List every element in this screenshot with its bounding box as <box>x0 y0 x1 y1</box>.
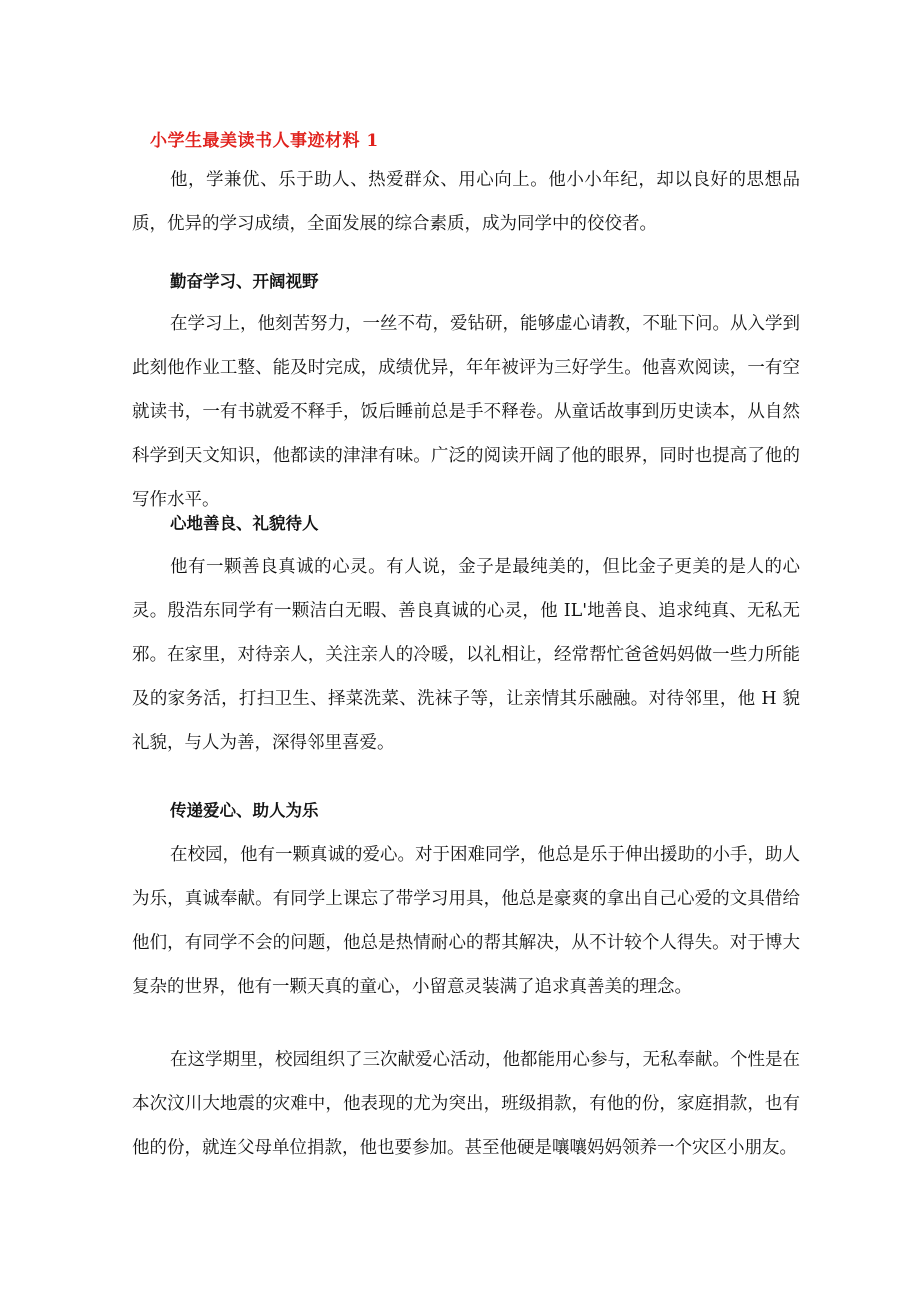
section-heading-kindness: 心地善良、礼貌待人 <box>170 514 319 533</box>
intro-paragraph: 他，学兼优、乐于助人、热爱群众、用心向上。他小小年纪，却以良好的思想品质，优异的学习成绩，全面发展的综合素质，成为同学中的佼佼者。 <box>132 170 800 234</box>
document-title: 小学生最美读书人事迹材料 1 <box>150 131 379 151</box>
section-paragraph-donation: 在这学期里，校园组织了三次献爱心活动，他都能用心参与，无私奉献。个性是在本次汶川大地震的灾难中，他表现的尤为突出，班级捐款，有他的份，家庭捐款，也有他的份，就连父母单位捐款，他也要参加。甚至他硬是嚷嚷妈妈领养一个灾区小朋友。 <box>132 1050 800 1158</box>
section-paragraph-study: 在学习上，他刻苦努力，一丝不苟，爱钻研，能够虚心请教，不耻下问。从入学到此刻他作业工整、能及时完成，成绩优异，年年被评为三好学生。他喜欢阅读，一有空就读书，一有书就爱不释手，饭后睡前总是手不释卷。从童话故事到历史读本，从自然科学到天文知识，他都读的津津有味。广泛的阅读开阔了他的眼界，同时也提高了他的写作水平。 <box>132 314 800 510</box>
section-heading-helping: 传递爱心、助人为乐 <box>170 801 319 820</box>
section-heading-study: 勤奋学习、开阔视野 <box>170 272 319 291</box>
section-paragraph-helping: 在校园，他有一颗真诚的爱心。对于困难同学，他总是乐于伸出援助的小手，助人为乐，真诚奉献。有同学上课忘了带学习用具，他总是豪爽的拿出自己心爱的文具借给他们，有同学不会的问题，他总是热情耐心的帮其解决，从不计较个人得失。对于博大复杂的世界，他有一颗天真的童心，小留意灵装满了追求真善美的理念。 <box>132 845 800 997</box>
section-paragraph-kindness: 他有一颗善良真诚的心灵。有人说，金子是最纯美的，但比金子更美的是人的心灵。殷浩东同学有一颗洁白无暇、善良真诚的心灵，他 IL'地善良、追求纯真、无私无邪。在家里，对待亲人，关注亲人的冷暖，以礼相让，经常帮忙爸爸妈妈做一些力所能及的家务活，打扫卫生、择菜洗菜、洗袜子等，让亲情其乐融融。对待邻里，他 H 貌礼貌，与人为善，深得邻里喜爱。 <box>132 557 800 753</box>
